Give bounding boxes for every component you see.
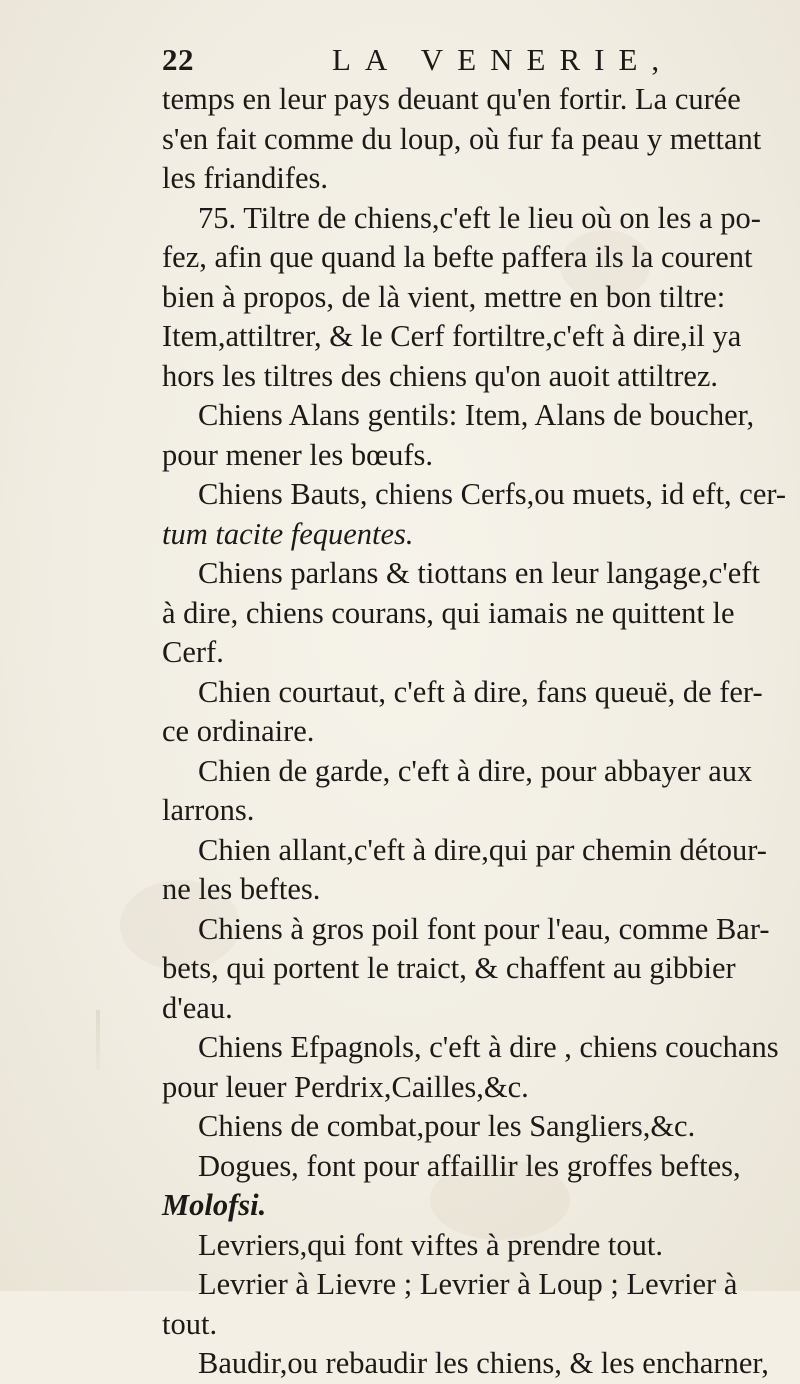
paper-crease (96, 1010, 100, 1070)
text-line: pour mener les bœufs. (162, 437, 434, 472)
text-line: tout. (162, 1306, 218, 1341)
page-number: 22 (162, 42, 194, 77)
text-line: Chiens Bauts, chiens Cerfs,ou muets, id eft, cer- (198, 477, 787, 511)
text-line: Molofsi. (162, 1188, 267, 1222)
text-line: Baudir,ou rebaudir les chiens, & les encharner, (198, 1346, 769, 1380)
text-line: ce ordinaire. (162, 714, 315, 748)
text-line: Chien de garde, c'eft à dire, pour abbayer aux (198, 753, 753, 788)
text-line: Chien allant,c'eft à dire,qui par chemin détour- (198, 832, 767, 867)
text-line: Levrier à Lievre ; Levrier à Loup ; Levrier à (198, 1267, 738, 1301)
text-line: Chiens parlans & tiottans en leur langage,c'eft (198, 556, 760, 590)
text-line: Chiens à gros poil font pour l'eau, comme Bar- (198, 911, 770, 946)
text-line: Levriers,qui font viftes à prendre tout. (198, 1227, 663, 1262)
text-line: temps en leur pays deuant qu'en fortir. La curée (162, 82, 741, 116)
text-line: 75. Tiltre de chiens,c'eft le lieu où on les a po- (198, 200, 761, 235)
text-line: Item,attiltrer, & le Cerf fortiltre,c'eft à dire,il ya (162, 319, 742, 353)
text-line: Chien courtaut, c'eft à dire, fans queuë, de fer- (198, 674, 763, 709)
text-line: Cerf. (162, 635, 224, 669)
text-line: pour leuer Perdrix,Cailles,&c. (162, 1069, 529, 1104)
text-line: fez, afin que quand la befte paffera ils la courent (162, 240, 753, 274)
text-line: ne les beftes. (162, 872, 321, 906)
text-line: larrons. (162, 793, 255, 827)
text-line: Chiens Efpagnols, c'eft à dire , chiens couchans (198, 1030, 779, 1064)
text-line: Dogues, font pour affaillir les groffes beftes, (198, 1148, 741, 1183)
text-line: les friandifes. (162, 161, 328, 195)
text-line: s'en fait comme du loup, où fur fa peau y mettant (162, 121, 762, 156)
text-line: à dire, chiens courans, qui iamais ne quittent le (162, 595, 735, 630)
text-line: hors les tiltres des chiens qu'on auoit attiltrez. (162, 358, 719, 393)
text-line: Chiens de combat,pour les Sangliers,&c. (198, 1109, 696, 1143)
text-line: bets, qui portent le traict, & chaffent au gibbier (162, 951, 736, 985)
body-text (162, 80, 800, 1384)
text-line: tum tacite fequentes. (162, 516, 414, 551)
text-line: bien à propos, de là vient, mettre en bon tiltre: (162, 279, 726, 314)
page-header (162, 42, 720, 82)
text-line: d'eau. (162, 990, 233, 1025)
text-line: Chiens Alans gentils: Item, Alans de boucher, (198, 398, 755, 432)
running-title: LA VENERIE, (332, 42, 674, 77)
